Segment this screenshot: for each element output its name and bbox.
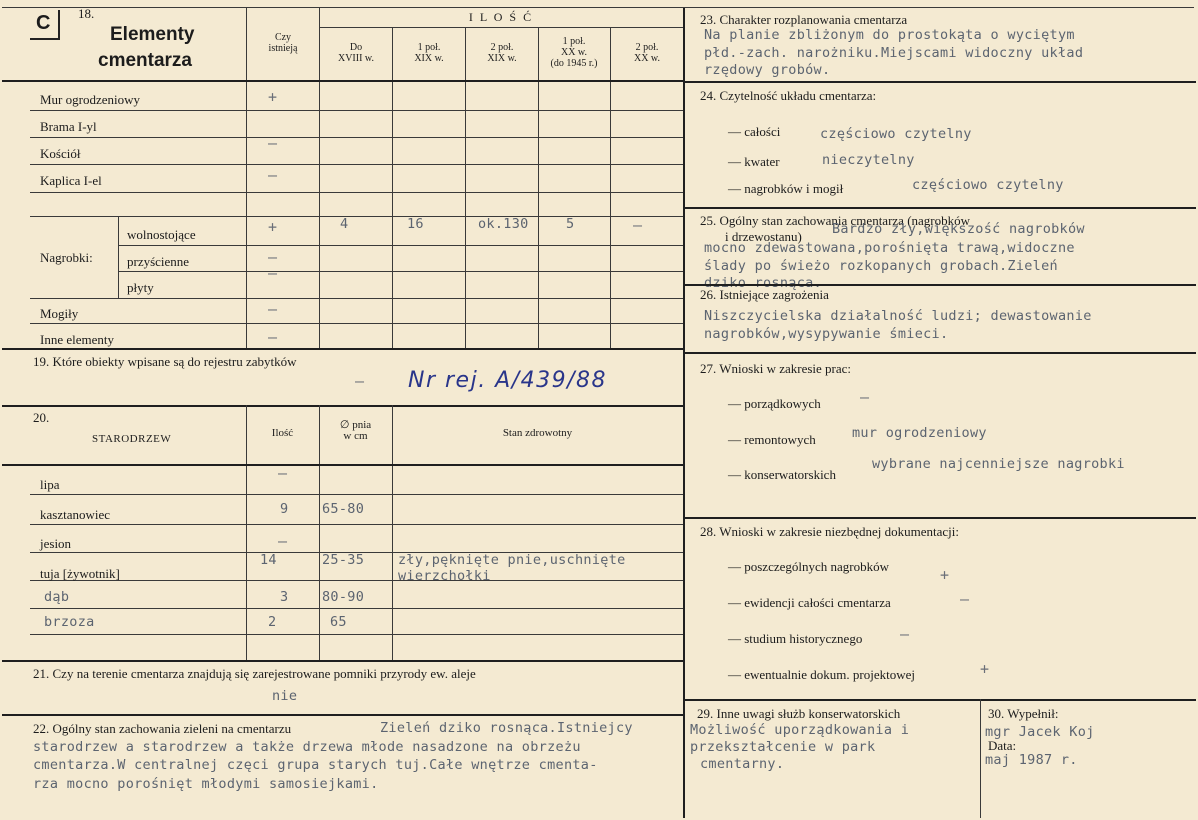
section-divider (683, 699, 1196, 701)
col-exists: Czy istnieją (268, 32, 298, 54)
s26-line2: nagrobków,wysypywanie śmieci. (704, 326, 949, 342)
tree-kasztan-qty: 9 (280, 501, 289, 517)
tree-tuja-qty: 14 (260, 552, 277, 568)
tree-kasztan-diam: 65-80 (322, 501, 365, 517)
s24-item3-label: — nagrobków i mogił (728, 181, 844, 196)
s25-line1: Bardzo zły,większość nagrobków (832, 221, 1085, 237)
s28-item1-value: + (940, 566, 950, 584)
free-c5: – (633, 216, 643, 234)
s23-line3: rzędowy grobów. (704, 62, 831, 78)
grid-line (538, 28, 539, 348)
s22-label: 22. Ogólny stan zachowania zieleni na cmentarzu (33, 721, 292, 736)
s19-registry: Nr rej. A/439/88 (408, 368, 608, 393)
col-ilosc: I L O Ś Ć (468, 10, 534, 24)
section-divider (683, 517, 1196, 519)
tree-dab-diam: 80-90 (322, 589, 365, 605)
grid-line (465, 28, 466, 348)
s21-label: 21. Czy na terenie cmentarza znajdują się zarejestrowane pomniki przyrody ew. aleje (33, 666, 476, 681)
tree-lipa: lipa (40, 477, 60, 492)
exists-wall-tombs: – (268, 248, 278, 266)
free-c4: 5 (566, 216, 575, 232)
section-divider (2, 660, 683, 662)
exists-free: + (268, 218, 278, 236)
s22-line3: cmentarza.W centralnej częci grupa starych tuj.Całe wnętrze cmenta- (33, 757, 598, 773)
section-divider (2, 348, 683, 350)
title-line2: cmentarza (98, 50, 192, 71)
free-c1: 4 (340, 216, 349, 232)
s30-date-label: Data: (988, 738, 1017, 753)
s20-col-qty: Ilość (271, 427, 294, 439)
grid-line (610, 28, 611, 348)
s24-item2-value: nieczytelny (822, 152, 915, 168)
tree-tuja-health: zły,pęknięte pnie,uschnięte (398, 552, 626, 568)
nagrobki-slabs: płyty (127, 280, 154, 295)
tree-lipa-qty: – (278, 464, 288, 482)
grid-line (392, 28, 393, 348)
s27-item2-label: — remontowych (728, 432, 816, 447)
tree-kasztan: kasztanowiec (40, 507, 111, 522)
element-church: Kościół (40, 146, 81, 161)
s22-line1: Zieleń dziko rosnąca.Istniejcy (380, 720, 633, 736)
grid-line (319, 27, 683, 28)
tree-jesion-qty: – (278, 532, 288, 550)
s23-label: 23. Charakter rozplanowania cmentarza (700, 12, 908, 27)
s19-label: 19. Które obiekty wpisane są do rejestru zabytków (33, 354, 297, 369)
s25-label: 25. Ogólny stan zachowania cmentarza (nagrobków (700, 213, 971, 228)
row-line (30, 580, 683, 581)
s23-line2: płd.-zach. narożniku.Miejscami widoczny układ (704, 45, 1084, 61)
col-c3: 2 poł. XIX w. (487, 42, 517, 64)
tree-brzoza-diam: 65 (330, 614, 347, 630)
tree-tuja-diam: 25-35 (322, 552, 365, 568)
grid-line (392, 405, 393, 660)
s25-label2: i drzewostanu) (725, 229, 802, 244)
s27-item1-value: – (860, 388, 870, 406)
s30-name: mgr Jacek Koj (985, 724, 1095, 740)
s30-label: 30. Wypełnił: (988, 706, 1059, 721)
s26-label: 26. Istniejące zagrożenia (700, 287, 829, 302)
s27-label: 27. Wnioski w zakresie prac: (700, 361, 852, 376)
row-line (30, 137, 683, 138)
nagrobki-label: Nagrobki: (40, 250, 93, 265)
col-c5: 2 poł. XX w. (633, 42, 660, 64)
card-letter: C (36, 12, 51, 34)
element-gate: Brama I-yl (40, 119, 97, 134)
s28-item4-value: + (980, 660, 990, 678)
section-divider (683, 81, 1196, 83)
s28-item2-value: – (960, 590, 970, 608)
section-divider (683, 352, 1196, 354)
s24-item3-value: częściowo czytelny (912, 177, 1064, 193)
exists-graves: – (268, 300, 278, 318)
section-divider (2, 714, 683, 716)
s29-line2: przekształcenie w park (690, 739, 876, 755)
grid-line (246, 8, 247, 348)
s21-answer: nie (272, 688, 298, 704)
card-letter-box (30, 10, 60, 40)
row-line (30, 192, 683, 193)
free-c2: 16 (407, 216, 424, 232)
s27-item3-label: — konserwatorskich (728, 467, 836, 482)
s30-date: maj 1987 r. (985, 752, 1078, 768)
s28-label: 28. Wnioski w zakresie niezbędnej dokumentacji: (700, 524, 959, 539)
tree-dab-qty: 3 (280, 589, 289, 605)
grid-line (246, 405, 247, 660)
tree-tuja: tuja [żywotnik] (40, 566, 120, 581)
grid-line (319, 8, 320, 348)
center-divider (683, 8, 685, 818)
row-line (30, 298, 683, 299)
nagrobki-wall: przyścienne (127, 254, 190, 269)
element-graves: Mogiły (40, 306, 79, 321)
header-bottom-line (2, 80, 683, 82)
col-c2: 1 poł. XIX w. (414, 42, 444, 64)
s22-line2: starodrzew a starodrzew a także drzewa młode nasadzone na obrzeżu (33, 739, 581, 755)
row-line (30, 524, 683, 525)
element-other: Inne elementy (40, 332, 114, 347)
row-line (30, 494, 683, 495)
row-line (30, 164, 683, 165)
section-18-number: 18. (78, 6, 95, 21)
row-line (30, 634, 683, 635)
s25-line4: dziko rosnąca. (704, 275, 822, 291)
col-c4: 1 poł. XX w. (do 1945 r.) (550, 36, 598, 69)
grid-line (319, 405, 320, 660)
tree-brzoza: brzoza (44, 614, 95, 630)
section-divider (683, 207, 1196, 209)
exists-other: – (268, 328, 278, 346)
row-line (118, 271, 683, 272)
exists-chapel: – (268, 166, 278, 184)
row-line (30, 323, 683, 324)
tree-tuja-health2: wierzchołki (398, 568, 491, 584)
tree-brzoza-qty: 2 (268, 614, 277, 630)
exists-church: – (268, 134, 278, 152)
tree-dab: dąb (44, 589, 70, 605)
s26-line1: Niszczycielska działalność ludzi; dewastowanie (704, 308, 1092, 324)
row-line (30, 608, 683, 609)
s20-title: STARODRZEW (92, 433, 172, 445)
grid-line (980, 699, 981, 818)
top-border (2, 7, 1194, 8)
tree-jesion: jesion (40, 536, 72, 551)
s27-item1-label: — porządkowych (728, 396, 821, 411)
s19-dash: – (355, 372, 365, 390)
s20-number: 20. (33, 410, 50, 425)
s28-item3-label: — studium historycznego (728, 631, 863, 646)
s20-header-line (2, 464, 683, 466)
s20-col-health: Stan zdrowotny (502, 427, 573, 439)
s24-item1-value: częściowo czytelny (820, 126, 972, 142)
free-c3: ok.130 (478, 216, 529, 232)
s28-item2-label: — ewidencji całości cmentarza (728, 595, 891, 610)
element-chapel: Kaplica I-el (40, 173, 102, 188)
section-divider (683, 284, 1196, 286)
s24-item2-label: — kwater (728, 154, 780, 169)
grid-line (118, 216, 119, 298)
s23-line1: Na planie zbliżonym do prostokąta o wyciętym (704, 27, 1075, 43)
element-wall: Mur ogrodzeniowy (40, 92, 141, 107)
s24-label: 24. Czytelność układu cmentarza: (700, 88, 877, 103)
section-divider (2, 405, 683, 407)
s25-line2: mocno zdewastowana,porośnięta trawą,widoczne (704, 240, 1075, 256)
s29-line1: Możliwość uporządkowania i (690, 722, 910, 738)
s28-item3-value: – (900, 625, 910, 643)
s20-col-diam: ∅ pnia w cm (339, 419, 372, 442)
s29-line3: cmentarny. (700, 756, 785, 772)
s28-item4-label: — ewentualnie dokum. projektowej (728, 667, 916, 682)
s27-item3-value: wybrane najcenniejsze nagrobki (872, 456, 1125, 472)
exists-wall: + (268, 88, 278, 106)
row-line (118, 245, 683, 246)
s27-item2-value: mur ogrodzeniowy (852, 425, 987, 441)
nagrobki-free: wolnostojące (127, 227, 196, 242)
row-line (30, 110, 683, 111)
col-c1: Do XVIII w. (337, 42, 374, 64)
s29-label: 29. Inne uwagi służb konserwatorskich (697, 706, 901, 721)
s24-item1-label: — całości (728, 124, 781, 139)
s25-line3: ślady po świeżo rozkopanych grobach.Zieleń (704, 258, 1058, 274)
s22-line4: rza mocno porośnięt młodymi samosiejkami. (33, 776, 379, 792)
title-line1: Elementy (110, 24, 195, 45)
s28-item1-label: — poszczególnych nagrobków (728, 559, 890, 574)
exists-slabs: – (268, 264, 278, 282)
row-line (30, 216, 683, 217)
